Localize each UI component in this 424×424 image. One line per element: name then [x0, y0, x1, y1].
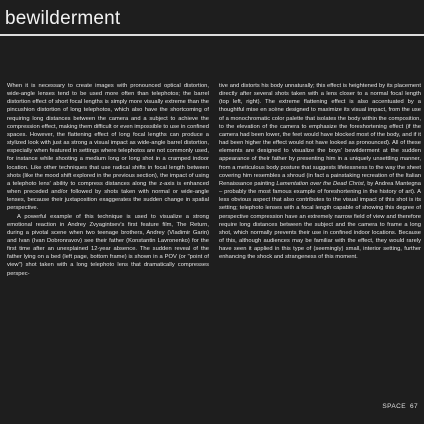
- title-divider: [0, 34, 424, 36]
- paragraph-text: , by Andrea Mantegna – probably the most famous example of foreshortening in the history of art). A less obvious aspect that also contributes to the visual impact of this shot is its setting; telephoto lenses with a focal length capable of showing this degree of perspective compression have an extremely narrow field of view and therefore require long distances between the subject and the camera to frame a long shot, which normally prevents their use in confined indoor locations. Because of this, although audiences may be familiar with the effect, they would rarely have seen it applied in this type of (seemingly) small, interior setting, further enhancing the shock and strangeness of this moment.: [219, 180, 421, 261]
- text-column-right: [219, 82, 421, 261]
- paragraph: When it is necessary to create images with pronounced optical distortion, wide-angle lenses tend to be used more often than telephotos; the barrel distortion effect of short focal lengths is simply more visually extreme than the pincushion distortion of long telephotos, which also have the shortcoming of requiring long distances between the camera and a subject to achieve the compression effect, making them difficult or even impossible to use in confined spaces. However, the flattening effect of long focal lengths can produce a stylized look with just as strong a visual impact as wide-angle barrel distortion, especially when featured in settings where telephotos are not commonly used, for instance while shooting a medium long or long shot in a cramped indoor location. Like other techniques that use radical shifts in focal length between shots (like the mood shift explored in the previous section), the impact of using a telephoto lens' ability to compress distances along the z-axis is enhanced when preceded and/or followed by shots taken with normal or wide-angle lenses, because their juxtaposition exaggerates the sudden change in spatial perspective.: [7, 83, 209, 212]
- paragraph: [219, 82, 421, 261]
- page-footer: [382, 403, 418, 411]
- text-column-left: [7, 82, 209, 278]
- paragraph-text: tive and distorts his body unnaturally; this effect is heightened by its placement directly after several shots taken with a lens closer to a normal focal length (top left, right). The extreme flattening effect is also accentuated by a thoughtful mise en scène designed to maximize its visual impact, from the use of a monochromatic color palette that isolates the body within the composition, to the elevation of the camera to emphasize the foreshortening effect (if the camera had been lower, the feet would have blocked most of the body, and if it had been higher the effect would not have looked as pronounced). All of these elements are designed to visualize the boys' bewilderment at the sudden appearance of their father by presenting him in a uniquely unsettling manner, from a meticulous body posture that suggests lifelessness to the way the sheet covering him resembles a shroud (in fact a painstaking recreation of the Italian Renaissance painting: [219, 83, 421, 187]
- artwork-title: Lamentation over the Dead Christ: [276, 180, 364, 187]
- page-title: bewilderment: [5, 8, 121, 29]
- page-number: 67: [409, 403, 418, 410]
- paragraph: A powerful example of this technique is used to visualize a strong emotional reaction in Andrey Zvyagintsev's first feature film, The Return, during a pivotal scene when two teenage brothers, Andrey (Vladimir Garin) and Ivan (Ivan Dobronravov) see their father (Konstantin Lavronenko) for the first time after an unexplained 12-year absence. The sudden reveal of the father lying on a bed (left page, bottom frame) is shown in a POV (or "point of view") shot taken with a long telephoto lens that dramatically compresses perspec-: [7, 213, 209, 277]
- section-name: SPACE: [382, 403, 406, 410]
